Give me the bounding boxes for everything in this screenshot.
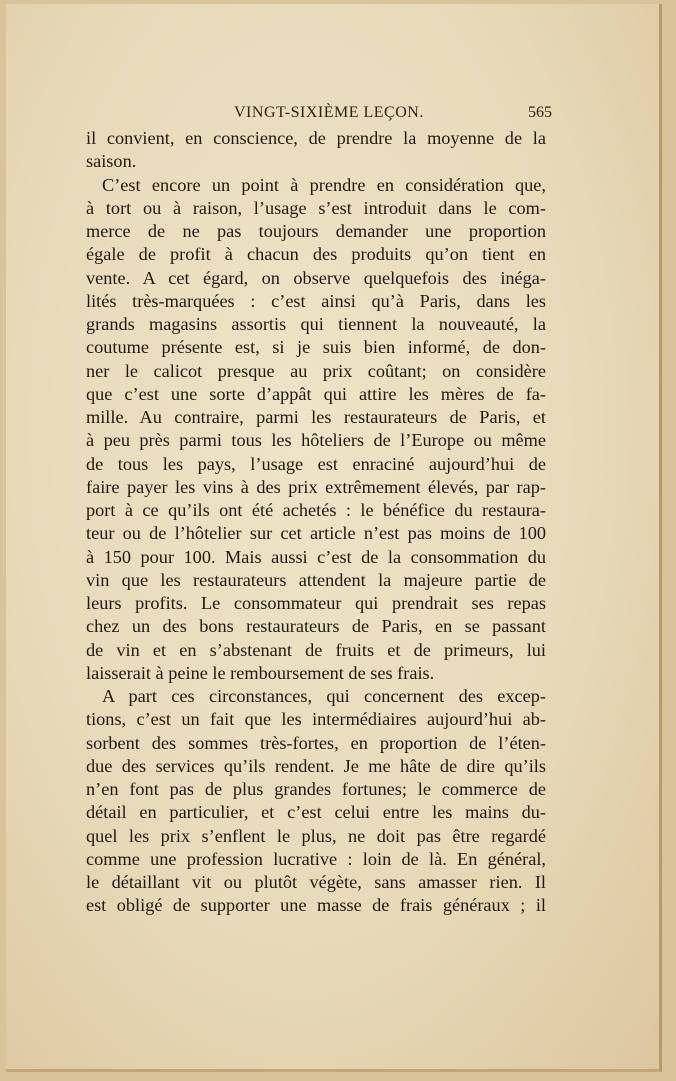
text-line: teur ou de l’hôtelier sur cet article n’est pas moins de 100 (86, 523, 546, 544)
text-line: le détaillant vit ou plutôt végète, sans amasser rien. Il (86, 872, 546, 892)
text-line: à tort ou à raison, l’usage s’est introduit dans le com- (86, 197, 546, 218)
text-line: saison. (86, 151, 137, 172)
text-line: mille. Au contraire, parmi les restaurateurs de Paris, et (86, 407, 546, 427)
text-line: égale de profit à chacun des produits qu’on tient en (86, 244, 546, 265)
text-line: quel les prix s’enflent le plus, ne doit pas être regardé (86, 825, 546, 846)
text-line: leurs profits. Le consommateur qui prendrait ses repas (86, 593, 546, 613)
text-line: ner le calicot presque au prix coûtant; on considère (86, 360, 546, 381)
text-line: merce de ne pas toujours demander une proportion (86, 221, 546, 241)
text-line: coutume présente est, si je suis bien informé, de don- (86, 337, 546, 358)
text-line: à 150 pour 100. Mais aussi c’est de la consommation du (86, 546, 546, 567)
text-line: tions, c’est un fait que les intermédiaires aujourd’hui ab- (86, 709, 546, 730)
text-line: C’est encore un point à prendre en considération que, (102, 174, 546, 195)
text-line: est obligé de supporter une masse de frais généraux ; il (86, 895, 546, 916)
body-text (86, 127, 546, 918)
text-line: grands magasins assortis qui tiennent la nouveauté, la (86, 314, 546, 334)
text-line: laisserait à peine le remboursement de ses frais. (86, 662, 435, 683)
text-line: sorbent des sommes très-fortes, en proportion de l’éten- (86, 732, 546, 753)
text-line: due des services qu’ils rendent. Je me hâte de dire qu’ils (86, 755, 546, 776)
text-line: A part ces circonstances, qui concernent des excep- (102, 686, 546, 706)
text-line: que c’est une sorte d’appât qui attire les mères de fa- (86, 383, 546, 404)
text-line: chez un des bons restaurateurs de Paris, en se passant (86, 616, 546, 637)
text-line: de tous les pays, l’usage est enraciné aujourd’hui de (86, 453, 546, 474)
page-header (234, 104, 552, 126)
text-line: de vin et en s’abstenant de fruits et de primeurs, lui (86, 639, 546, 660)
text-line: détail en particulier, et c’est celui entre les mains du- (86, 802, 546, 823)
text-line: port à ce qu’ils ont été achetés : le bénéfice du restaura- (86, 500, 546, 520)
text-line: faire payer les vins à des prix extrêmement élevés, par rap- (86, 476, 546, 497)
text-line: il convient, en conscience, de prendre la moyenne de la (86, 128, 546, 148)
text-line: n’en font pas de plus grandes fortunes; le commerce de (86, 779, 546, 799)
text-line: lités très-marquées : c’est ainsi qu’à Paris, dans les (86, 290, 546, 311)
running-title: VINGT-SIXIÈME LEÇON. (234, 104, 424, 121)
page-number: 565 (528, 104, 552, 121)
text-line: à peu près parmi tous les hôteliers de l’Europe ou même (86, 430, 546, 451)
text-line: vin que les restaurateurs attendent la majeure partie de (86, 569, 546, 590)
text-line: comme une profession lucrative : loin de là. En général, (86, 848, 546, 869)
text-line: vente. A cet égard, on observe quelquefois des inéga- (86, 267, 546, 288)
